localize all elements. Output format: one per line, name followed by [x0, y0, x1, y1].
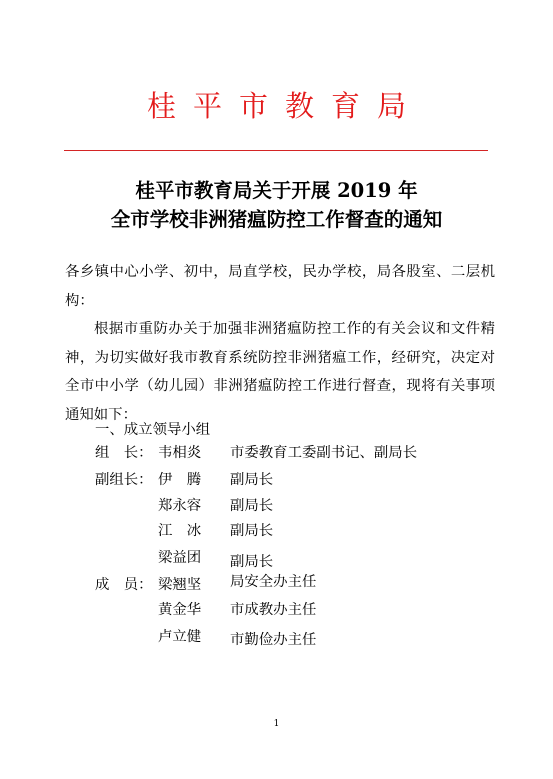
member-name: 黄金华: [158, 602, 202, 618]
member-row: [0, 546, 553, 570]
member-name: 梁翘坚: [158, 577, 202, 593]
member-title: 局安全办主任: [230, 574, 317, 590]
member-title: 副局长: [230, 498, 274, 514]
member-row: [0, 598, 553, 622]
section-heading-leadership-group: 一、成立领导小组: [95, 422, 211, 438]
member-name: 郑永容: [158, 498, 202, 514]
document-title-line-1: 桂平市教育局关于开展 2019 年: [135, 179, 418, 202]
member-row: [0, 625, 553, 649]
member-title: 市勤俭办主任: [230, 632, 317, 648]
member-name: 卢立健: [158, 629, 202, 645]
member-row: [0, 573, 553, 597]
member-title: 副局长: [230, 554, 274, 570]
member-role-label: 组 长：: [95, 445, 153, 461]
member-role-label: 副组长：: [95, 472, 153, 488]
member-title: 副局长: [230, 472, 274, 488]
member-name: 江 冰: [158, 523, 202, 539]
letterhead-red-rule: [64, 150, 488, 151]
body-paragraph: 根据市重防办关于加强非洲猪瘟防控工作的有关会议和文件精神，为切实做好我市教育系统防控非洲猪瘟工作，经研究，决定对全市中小学（幼儿园）非洲猪瘟防控工作进行督查，现将有关事项通知如下：: [65, 321, 495, 423]
member-title: 市委教育工委副书记、副局长: [230, 445, 418, 461]
member-name: 韦相炎: [158, 445, 202, 461]
member-title: 市成教办主任: [230, 602, 317, 618]
salutation: 各乡镇中心小学、初中，局直学校，民办学校，局各股室、二层机构：: [65, 264, 495, 309]
document-title-line-2: 全市学校非洲猪瘟防控工作督查的通知: [110, 208, 443, 231]
member-name: 伊 腾: [158, 472, 202, 488]
member-row: [0, 494, 553, 518]
member-row: [0, 519, 553, 543]
member-role-label: 成 员：: [95, 577, 153, 593]
page-number: 1: [273, 719, 280, 729]
member-title: 副局长: [230, 523, 274, 539]
member-name: 梁益团: [158, 550, 202, 566]
member-row: [0, 441, 553, 465]
member-row: [0, 468, 553, 492]
letterhead-org-name: 桂平市教育局: [146, 89, 423, 123]
